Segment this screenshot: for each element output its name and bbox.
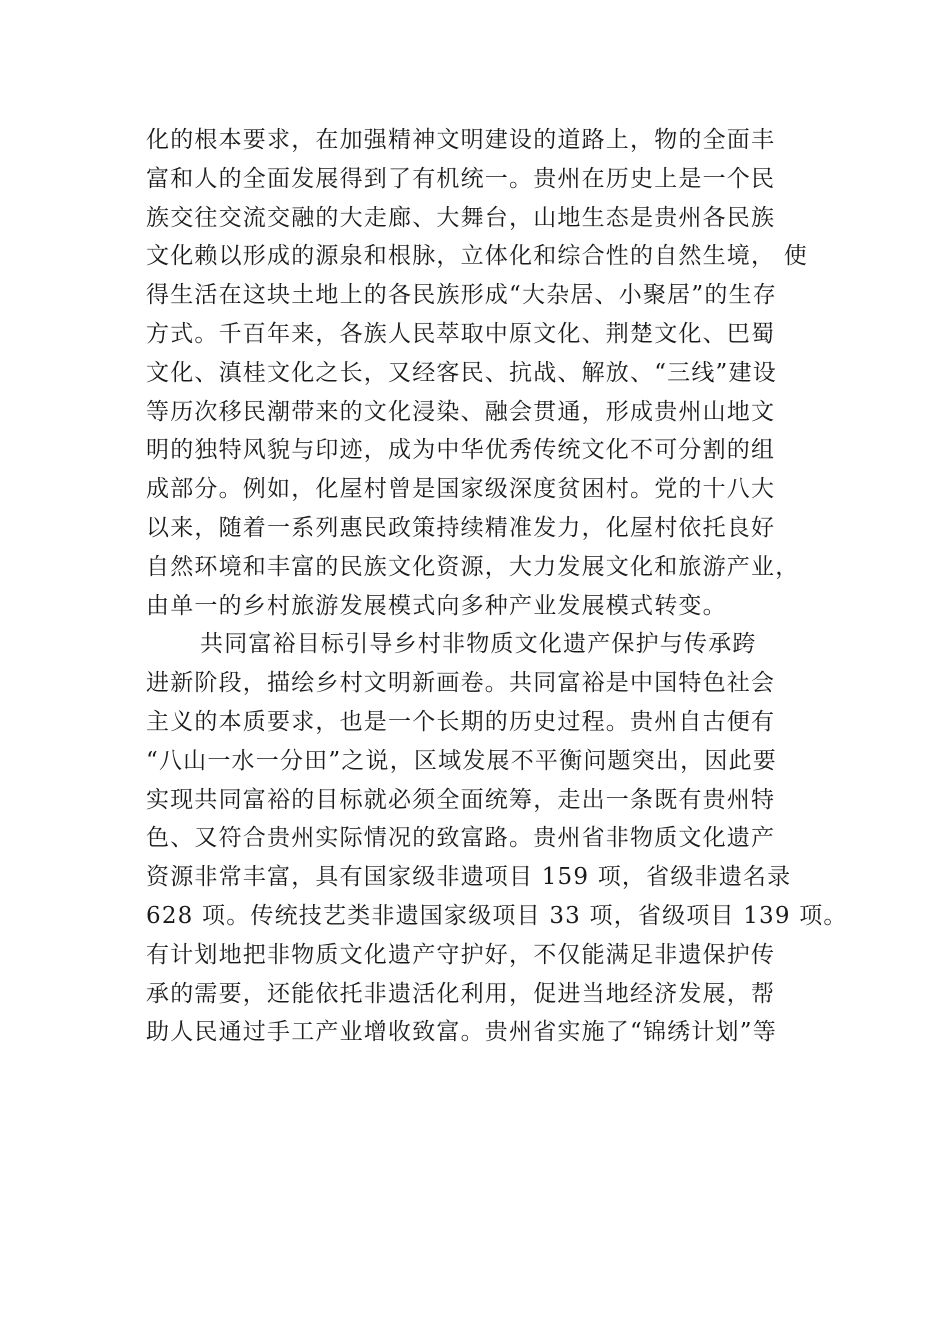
text-line: 色、又符合贵州实际情况的致富路。贵州省非物质文化遗产 [146, 825, 776, 852]
text-line: 主义的本质要求，也是一个长期的历史过程。贵州自古便有 [146, 708, 776, 735]
text-line: 实现共同富裕的目标就必须全面统筹，走出一条既有贵州特 [146, 786, 776, 813]
body-text [146, 121, 846, 1052]
text-line: “八山一水一分田”之说，区域发展不平衡问题突出，因此要 [146, 747, 777, 774]
text-line: 富和人的全面发展得到了有机统一。贵州在历史上是一个民 [146, 165, 776, 192]
text-line: 助人民通过手工产业增收致富。贵州省实施了“锦绣计划”等 [146, 1019, 777, 1046]
text-line: 得生活在这块土地上的各民族形成“大杂居、小聚居”的生存 [146, 282, 777, 309]
text-line: 族交往交流交融的大走廊、大舞台，山地生态是贵州各民族 [146, 204, 776, 231]
text-line: 以来，随着一系列惠民政策持续精准发力，化屋村依托良好 [146, 514, 776, 541]
text-line: 等历次移民潮带来的文化浸染、融会贯通，形成贵州山地文 [146, 398, 776, 425]
text-line: 方式。千百年来，各族人民萃取中原文化、荆楚文化、巴蜀 [146, 320, 776, 347]
text-line: 资源非常丰富，具有国家级非遗项目 159 项，省级非遗名录 [146, 864, 792, 891]
text-line: 自然环境和丰富的民族文化资源，大力发展文化和旅游产业， [146, 553, 800, 580]
text-line: 化的根本要求，在加强精神文明建设的道路上，物的全面丰 [146, 127, 776, 153]
text-line: 文化赖以形成的源泉和根脉，立体化和综合性的自然生境， 使 [146, 243, 808, 270]
text-line: 进新阶段，描绘乡村文明新画卷。共同富裕是中国特色社会 [146, 670, 776, 697]
text-line: 明的独特风貌与印迹，成为中华优秀传统文化不可分割的组 [146, 437, 776, 464]
text-line: 成部分。例如，化屋村曾是国家级深度贫困村。党的十八大 [146, 476, 776, 503]
text-line: 由单一的乡村旅游发展模式向多种产业发展模式转变。 [146, 592, 727, 619]
text-line: 文化、滇桂文化之长，又经客民、抗战、解放、“三线”建设 [146, 359, 777, 386]
text-line: 有计划地把非物质文化遗产守护好，不仅能满足非遗保护传 [146, 941, 776, 968]
paragraph-first-line: 共同富裕目标引导乡村非物质文化遗产保护与传承跨 [200, 631, 757, 658]
text-line: 628 项。传统技艺类非遗国家级项目 33 项，省级项目 139 项。 [146, 902, 848, 929]
text-line: 承的需要，还能依托非遗活化利用，促进当地经济发展，帮 [146, 980, 776, 1007]
